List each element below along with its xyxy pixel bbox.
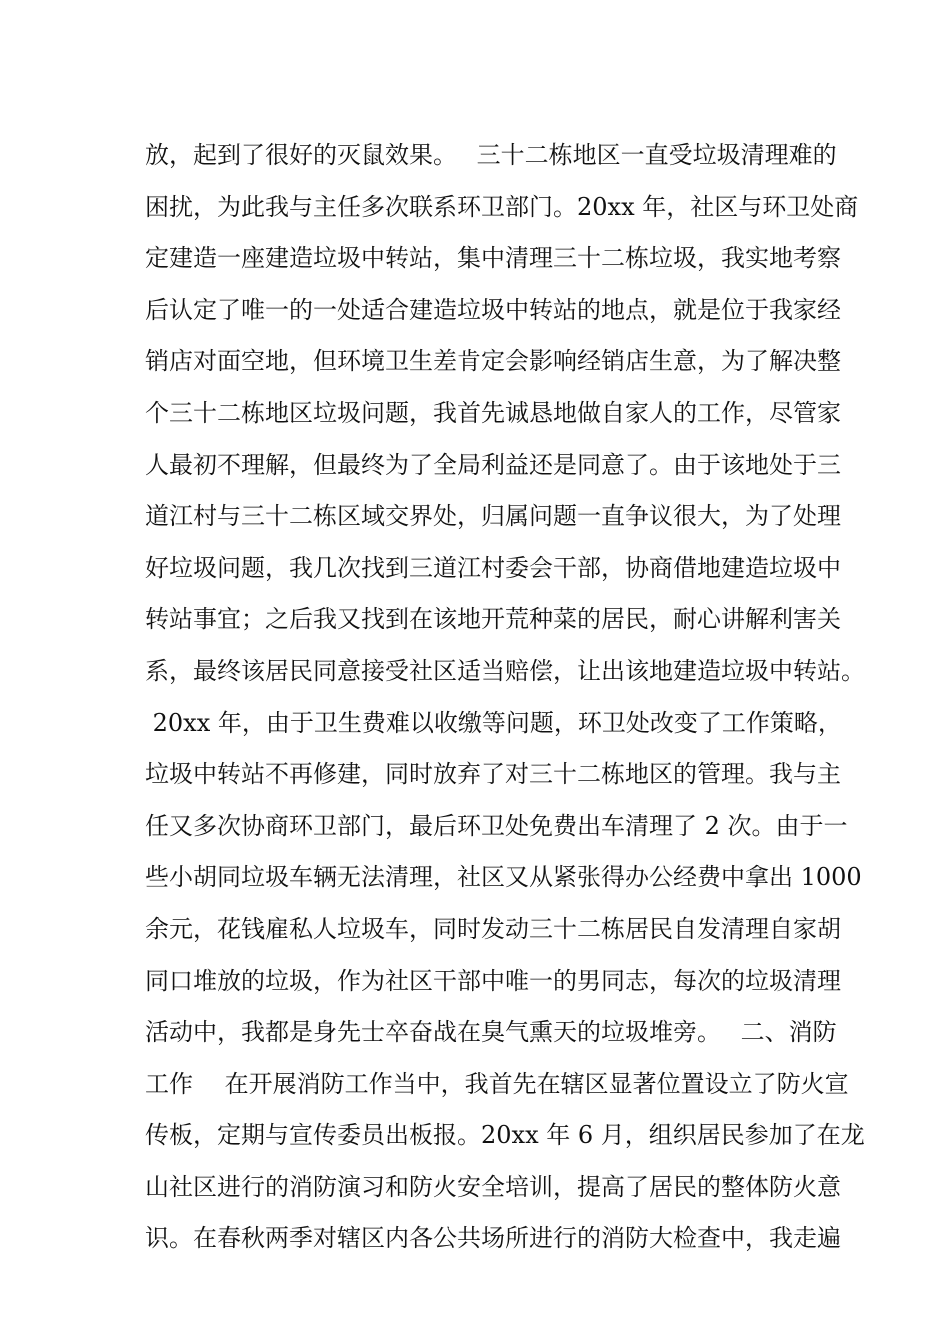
text-line: 系，最终该居民同意接受社区适当赔偿，让出该地建造垃圾中转站。 xyxy=(145,656,865,685)
text-line: 个三十二栋地区垃圾问题，我首先诚恳地做自家人的工作，尽管家 xyxy=(145,398,841,427)
text-line: 活动中，我都是身先士卒奋战在臭气熏天的垃圾堆旁。 二、消防 xyxy=(145,1018,837,1047)
body-text xyxy=(145,130,865,1265)
text-line: 放，起到了很好的灭鼠效果。 三十二栋地区一直受垃圾清理难的 xyxy=(145,141,837,169)
text-line: 识。在春秋两季对辖区内各公共场所进行的消防大检查中，我走遍 xyxy=(145,1224,841,1253)
text-line: 同口堆放的垃圾，作为社区干部中唯一的男同志，每次的垃圾清理 xyxy=(145,966,841,995)
text-line: 些小胡同垃圾车辆无法清理，社区又从紧张得办公经费中拿出 1000 xyxy=(145,863,862,892)
text-line: 困扰，为此我与主任多次联系环卫部门。20xx 年，社区与环卫处商 xyxy=(145,192,859,221)
text-line: 余元，花钱雇私人垃圾车，同时发动三十二栋居民自发清理自家胡 xyxy=(145,914,841,943)
text-line: 传板，定期与宣传委员出板报。20xx 年 6 月，组织居民参加了在龙 xyxy=(145,1121,865,1150)
text-line: 转站事宜；之后我又找到在该地开荒种菜的居民，耐心讲解利害关 xyxy=(145,605,841,634)
text-line: 道江村与三十二栋区域交界处，归属问题一直争议很大，为了处理 xyxy=(145,502,841,531)
text-line: 工作 在开展消防工作当中，我首先在辖区显著位置设立了防火宣 xyxy=(145,1069,849,1098)
text-line: 人最初不理解，但最终为了全局利益还是同意了。由于该地处于三 xyxy=(145,450,841,479)
text-line: 山社区进行的消防演习和防火安全培训，提高了居民的整体防火意 xyxy=(145,1172,841,1201)
text-line: 任又多次协商环卫部门，最后环卫处免费出车清理了 2 次。由于一 xyxy=(145,811,848,840)
text-line: 定建造一座建造垃圾中转站，集中清理三十二栋垃圾，我实地考察 xyxy=(145,244,841,273)
text-line: 垃圾中转站不再修建，同时放弃了对三十二栋地区的管理。我与主 xyxy=(145,760,841,789)
text-line: 20xx 年，由于卫生费难以收缴等问题，环卫处改变了工作策略， xyxy=(145,708,842,737)
text-line: 销店对面空地，但环境卫生差肯定会影响经销店生意，为了解决整 xyxy=(145,347,841,376)
text-line: 好垃圾问题，我几次找到三道江村委会干部，协商借地建造垃圾中 xyxy=(145,553,841,582)
text-line: 后认定了唯一的一处适合建造垃圾中转站的地点，就是位于我家经 xyxy=(145,295,841,324)
